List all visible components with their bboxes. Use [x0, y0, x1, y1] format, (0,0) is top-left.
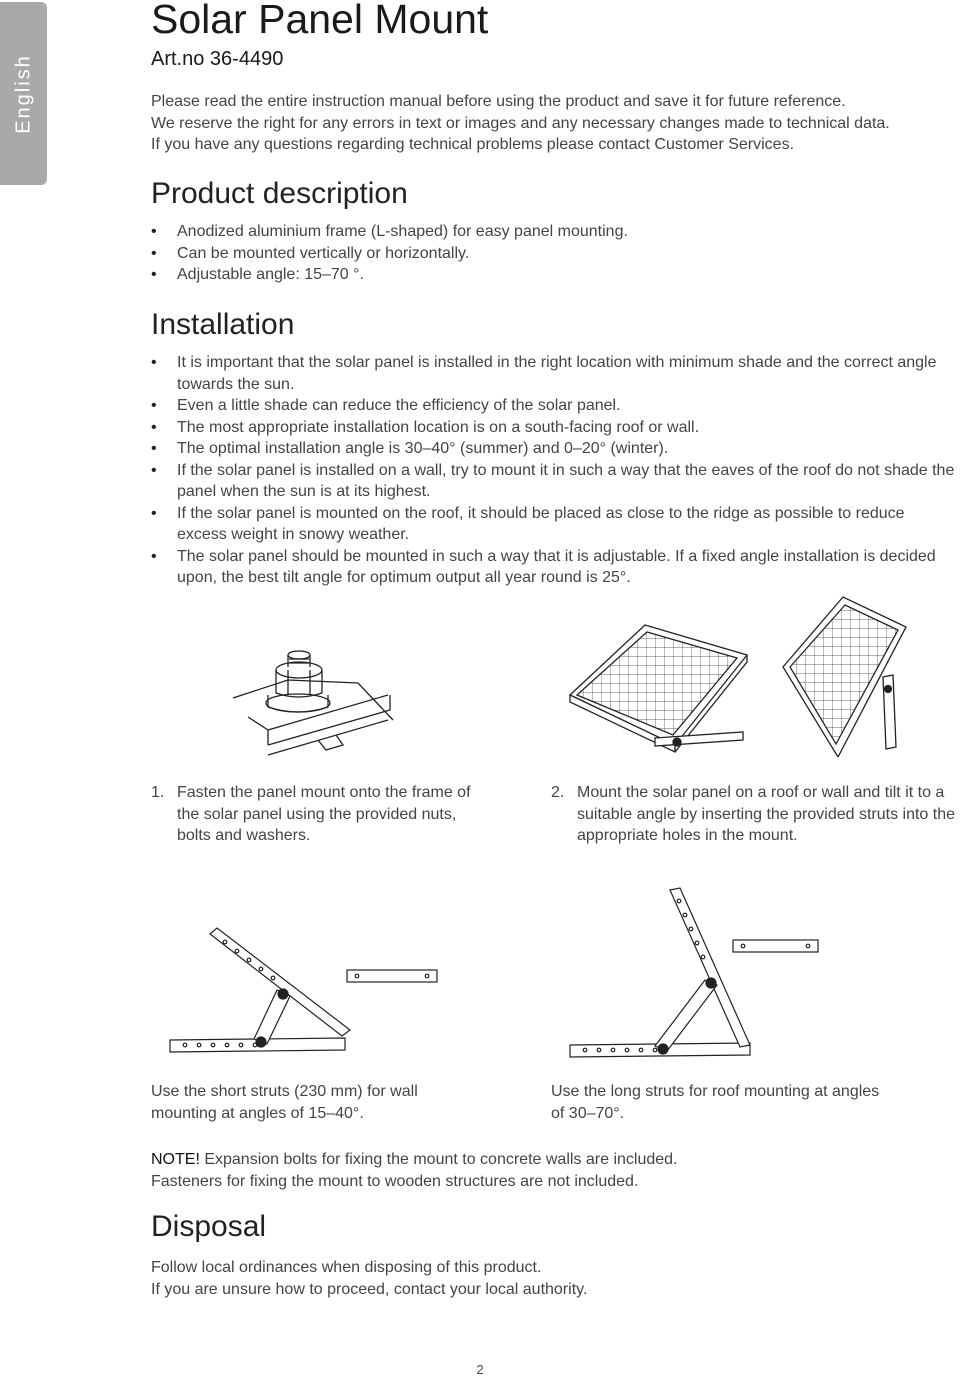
- intro-line: Please read the entire instruction manual before using the product and save it for future reference.: [151, 93, 846, 110]
- list-item: • If the solar panel is mounted on the roof, it should be placed as close to the ridge as possible to reduce excess weight in snowy weather.: [151, 503, 956, 546]
- article-number: Art.no 36-4490: [151, 48, 284, 70]
- step-number: 2.: [551, 784, 565, 801]
- installation-heading: Installation: [151, 308, 295, 341]
- upright-panel-illustration: [778, 592, 918, 757]
- note-label: NOTE!: [151, 1151, 200, 1168]
- step-2-caption: [551, 782, 960, 847]
- disposal-text: [151, 1257, 587, 1300]
- list-item: • The optimal installation angle is 30–40° (summer) and 0–20° (winter).: [151, 438, 956, 460]
- disposal-heading: Disposal: [151, 1210, 267, 1243]
- step-1-caption: [151, 782, 491, 847]
- disposal-line: If you are unsure how to proceed, contact your local authority.: [151, 1280, 588, 1298]
- step-text: Fasten the panel mount onto the frame of the solar panel using the provided nuts, bolts and washers.: [177, 784, 471, 844]
- list-item: • It is important that the solar panel is installed in the right location with minimum shade and the correct angle towards the sun.: [151, 352, 956, 395]
- list-item: • The most appropriate installation location is on a south-facing roof or wall.: [151, 417, 956, 439]
- intro-line: We reserve the right for any errors in text or images and any necessary changes made to technical data.: [151, 114, 890, 132]
- long-strut-illustration: [565, 885, 825, 1065]
- intro-text: [151, 91, 951, 156]
- long-strut-caption: Use the long struts for roof mounting at angles of 30–70°.: [551, 1083, 880, 1122]
- step-text: Mount the solar panel on a roof or wall and tilt it to a suitable angle by inserting the provided struts into the appropriate holes in the mount.: [577, 784, 956, 844]
- language-tab: [0, 2, 47, 185]
- product-description-heading: Product description: [151, 177, 408, 210]
- list-item: • If the solar panel is installed on a wall, try to mount it in such a way that the eaves of the roof do not shade the panel when the sun is at its highest.: [151, 460, 956, 503]
- note-text: [151, 1149, 677, 1192]
- list-item: • Anodized aluminium frame (L-shaped) for easy panel mounting.: [151, 221, 956, 243]
- bolt-assembly-illustration: [228, 625, 408, 760]
- intro-line: If you have any questions regarding technical problems please contact Customer Services.: [151, 136, 795, 153]
- product-description-list: [151, 221, 956, 286]
- note-line: Fasteners for fixing the mount to wooden structures are not included.: [151, 1172, 639, 1190]
- list-item: • The solar panel should be mounted in such a way that it is adjustable. If a fixed angle installation is decided upon, the best tilt angle for optimum output all year round is 25°.: [151, 546, 956, 589]
- installation-list: [151, 352, 956, 589]
- list-item: • Adjustable angle: 15–70 °.: [151, 264, 956, 286]
- tilted-panel-illustration: [565, 620, 750, 760]
- step-number: 1.: [151, 784, 165, 801]
- disposal-line: Follow local ordinances when disposing of this product.: [151, 1259, 542, 1276]
- short-strut-caption: Use the short struts (230 mm) for wall mounting at angles of 15–40°.: [151, 1083, 418, 1122]
- page-title: Solar Panel Mount: [151, 0, 489, 42]
- list-item: • Can be mounted vertically or horizontally.: [151, 243, 956, 265]
- note-line: Expansion bolts for fixing the mount to concrete walls are included.: [199, 1151, 678, 1168]
- language-tab-label: English: [12, 53, 34, 134]
- list-item: • Even a little shade can reduce the efficiency of the solar panel.: [151, 395, 956, 417]
- short-strut-illustration: [165, 920, 450, 1060]
- page-number: 2: [476, 1362, 484, 1377]
